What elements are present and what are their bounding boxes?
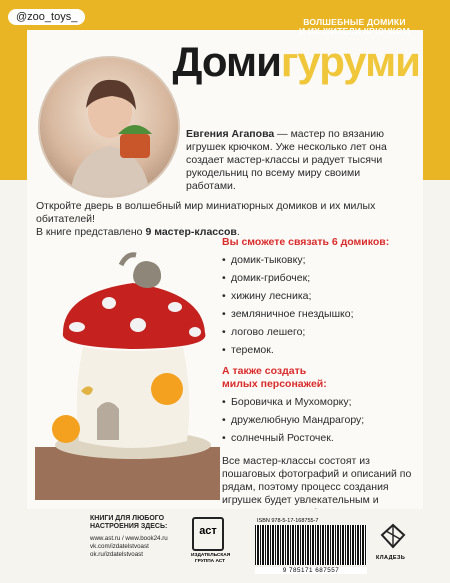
publisher-label: ИЗДАТЕЛЬСКАЯ ГРУППА АСТ: [191, 553, 231, 564]
intro-text: [36, 200, 416, 239]
master-class-count: 9 мастер-классов: [145, 226, 237, 238]
ok-link[interactable]: ok.ru/izdatelstvoast: [90, 551, 143, 558]
series-subtitle: [299, 18, 410, 36]
author-bio: [186, 128, 408, 193]
house-item: • хижину лесника;: [222, 290, 412, 303]
houses-heading: Вы сможете связать 6 домиков:: [222, 236, 390, 248]
characters-heading: [222, 365, 412, 391]
series-line-2: И ИХ ЖИТЕЛИ КРЮЧКОМ: [298, 26, 410, 36]
house-item: • теремок.: [222, 344, 412, 357]
books-links-box: [90, 515, 186, 559]
logo-part-1: Доми: [172, 38, 281, 85]
character-item: • дружелюбную Мандрагору;: [222, 414, 412, 427]
vk-link[interactable]: vk.com/izdatelstvoast: [90, 543, 149, 550]
character-item: • солнечный Росточек.: [222, 432, 412, 445]
isbn-text: ISBN 978-5-17-168755-7: [257, 518, 319, 524]
author-name: Евгения Агапова: [186, 128, 275, 140]
mushroom-house-illustration: [35, 235, 220, 500]
house-item: • логово лешего;: [222, 326, 412, 339]
publisher-logo: аст: [192, 517, 224, 551]
house-item: • земляничное гнездышко;: [222, 308, 412, 321]
characters-heading-line-2: милых персонажей:: [222, 378, 327, 390]
barcode-number: 9 785171 687557: [255, 567, 367, 574]
summary-text: Все мастер-классы состоят из пошаговых фотографий и описаний по рядам, поэтому процесс создания игрушек будет увлекательным и: [222, 455, 412, 506]
intro-line-1: Откройте дверь в волшебный мир миниатюрных домиков и их милых обитателей!: [36, 200, 376, 225]
barcode-icon: [255, 525, 367, 565]
characters-heading-line-1: А также создать: [222, 365, 307, 377]
book-logo: [172, 38, 420, 86]
houses-list: [222, 254, 412, 357]
house-item: • домик-грибочек;: [222, 272, 412, 285]
author-description: — мастер по вязанию игрушек крючком. Уже несколько лет она создает мастер-классы и радует тысячи рукодельниц по всему миру своими работами.: [186, 128, 387, 192]
logo-part-2: гуруми: [280, 38, 420, 85]
imprint-name: КЛАДЕЗЬ: [376, 555, 406, 561]
author-photo: [38, 56, 180, 198]
series-line-1: ВОЛШЕБНЫЕ ДОМИКИ: [303, 17, 406, 27]
house-item: • домик-тыковку;: [222, 254, 412, 267]
character-item: • Боровичка и Мухоморку;: [222, 396, 412, 409]
mushroom-house-svg: [35, 235, 220, 500]
characters-list: [222, 396, 412, 445]
instagram-handle: @zoo_toys_: [8, 9, 85, 25]
kladez-logo-icon: [378, 521, 408, 551]
intro-line-2-suffix: .: [236, 226, 240, 238]
author-portrait-illustration: [40, 58, 178, 196]
books-title: КНИГИ ДЛЯ ЛЮБОГО НАСТРОЕНИЯ ЗДЕСЬ:: [90, 515, 168, 530]
website-link[interactable]: www.ast.ru / www.book24.ru: [90, 535, 168, 542]
intro-line-2-prefix: В книге представлено: [36, 226, 146, 238]
